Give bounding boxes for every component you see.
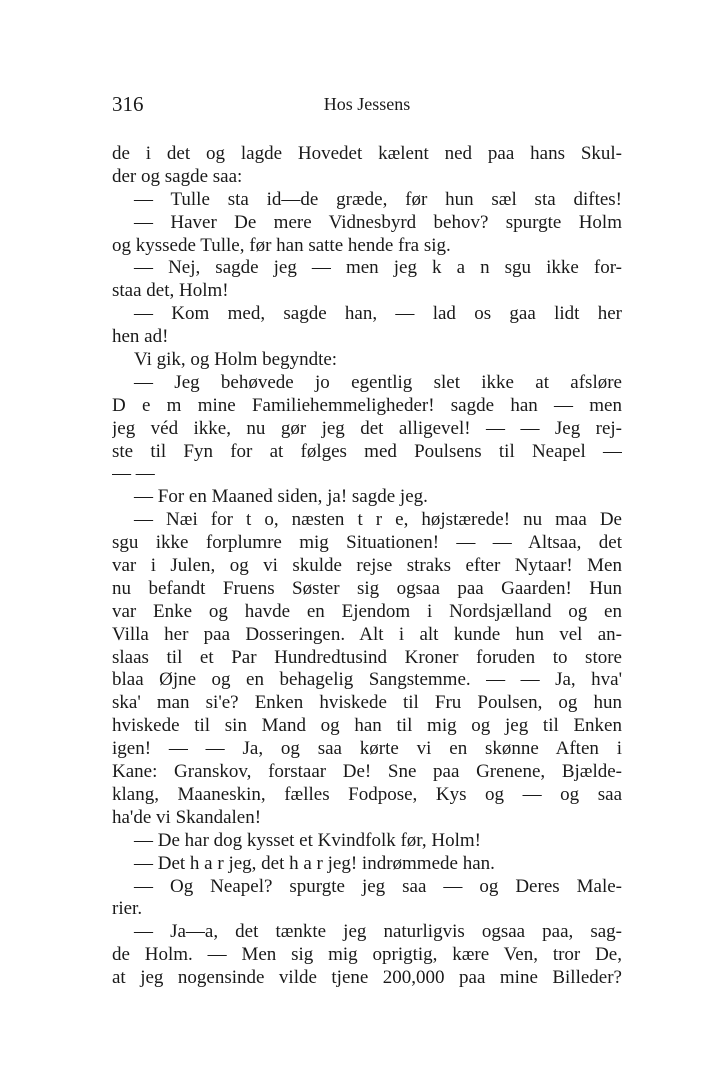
text-line: klang, Maaneskin, fælles Fodpose, Kys og — og saa <box>112 783 622 805</box>
text-line: hen ad! <box>112 326 169 348</box>
text-line: — Ja—a, det tænkte jeg naturligvis ogsaa paa, sag- <box>134 921 622 943</box>
text-line: blaa Øjne og en behagelig Sangstemme. — — Ja, hva' <box>112 669 622 691</box>
body-text <box>112 143 622 990</box>
text-line: — Næi for t o, næsten t r e, højstærede! nu maa De <box>134 509 622 531</box>
text-line: Villa her paa Dosseringen. Alt i alt kunde hun vel an- <box>112 623 622 645</box>
text-line: — Nej, sagde jeg — men jeg k a n sgu ikke for- <box>134 257 622 279</box>
text-line: — Det h a r jeg, det h a r jeg! indrømmede han. <box>134 852 495 874</box>
text-line: — For en Maaned siden, ja! sagde jeg. <box>134 486 428 508</box>
text-line: at jeg nogensinde vilde tjene 200,000 paa mine Billeder? <box>112 967 622 989</box>
text-line: igen! — — Ja, og saa kørte vi en skønne Aften i <box>112 738 622 760</box>
text-line: de Holm. — Men sig mig oprigtig, kære Ven, tror De, <box>112 944 622 966</box>
text-line: der og sagde saa: <box>112 165 243 187</box>
text-line: sgu ikke forplumre mig Situationen! — — Altsaa, det <box>112 532 622 554</box>
text-line: var i Julen, og vi skulde rejse straks efter Nytaar! Men <box>112 555 622 577</box>
text-line: — Kom med, sagde han, — lad os gaa lidt her <box>134 303 622 325</box>
text-line: ha'de vi Skandalen! <box>112 806 262 828</box>
text-line: ska' man si'e? Enken hviskede til Fru Poulsen, og hun <box>112 692 622 714</box>
text-line: — Haver De mere Vidnesbyrd behov? spurgte Holm <box>134 211 622 233</box>
text-line: staa det, Holm! <box>112 280 229 302</box>
text-line: de i det og lagde Hovedet kælent ned paa hans Skul- <box>112 143 622 164</box>
text-line: nu befandt Fruens Søster sig ogsaa paa Gaarden! Hun <box>112 577 622 599</box>
text-line: ste til Fyn for at følges med Poulsens til Neapel — <box>112 440 622 462</box>
text-line: Vi gik, og Holm begyndte: <box>134 349 338 371</box>
text-line: jeg véd ikke, nu gør jeg det alligevel! — — Jeg rej- <box>112 417 622 439</box>
page-number: 316 <box>112 92 144 116</box>
page-header <box>112 92 622 122</box>
text-line: — Og Neapel? spurgte jeg saa — og Deres Male- <box>134 875 622 897</box>
text-line: D e m mine Familiehemmeligheder! sagde han — men <box>112 394 622 416</box>
text-line: hviskede til sin Mand og han til mig og jeg til Enken <box>112 715 622 737</box>
text-line: — De har dog kysset et Kvindfolk før, Holm! <box>134 829 481 851</box>
text-line: var Enke og havde en Ejendom i Nordsjælland og en <box>112 600 622 622</box>
text-line: — Tulle sta id—de græde, før hun sæl sta diftes! <box>134 188 622 210</box>
running-head: Hos Jessens <box>323 94 411 114</box>
text-line: — Jeg behøvede jo egentlig slet ikke at afsløre <box>134 371 622 393</box>
text-line: Kane: Granskov, forstaar De! Sne paa Grenene, Bjælde- <box>112 761 622 783</box>
text-line: — — <box>112 463 155 485</box>
text-line: rier. <box>112 898 143 920</box>
text-line: slaas til et Par Hundredtusind Kroner foruden to store <box>112 646 622 668</box>
text-line: og kyssede Tulle, før han satte hende fra sig. <box>112 234 451 256</box>
